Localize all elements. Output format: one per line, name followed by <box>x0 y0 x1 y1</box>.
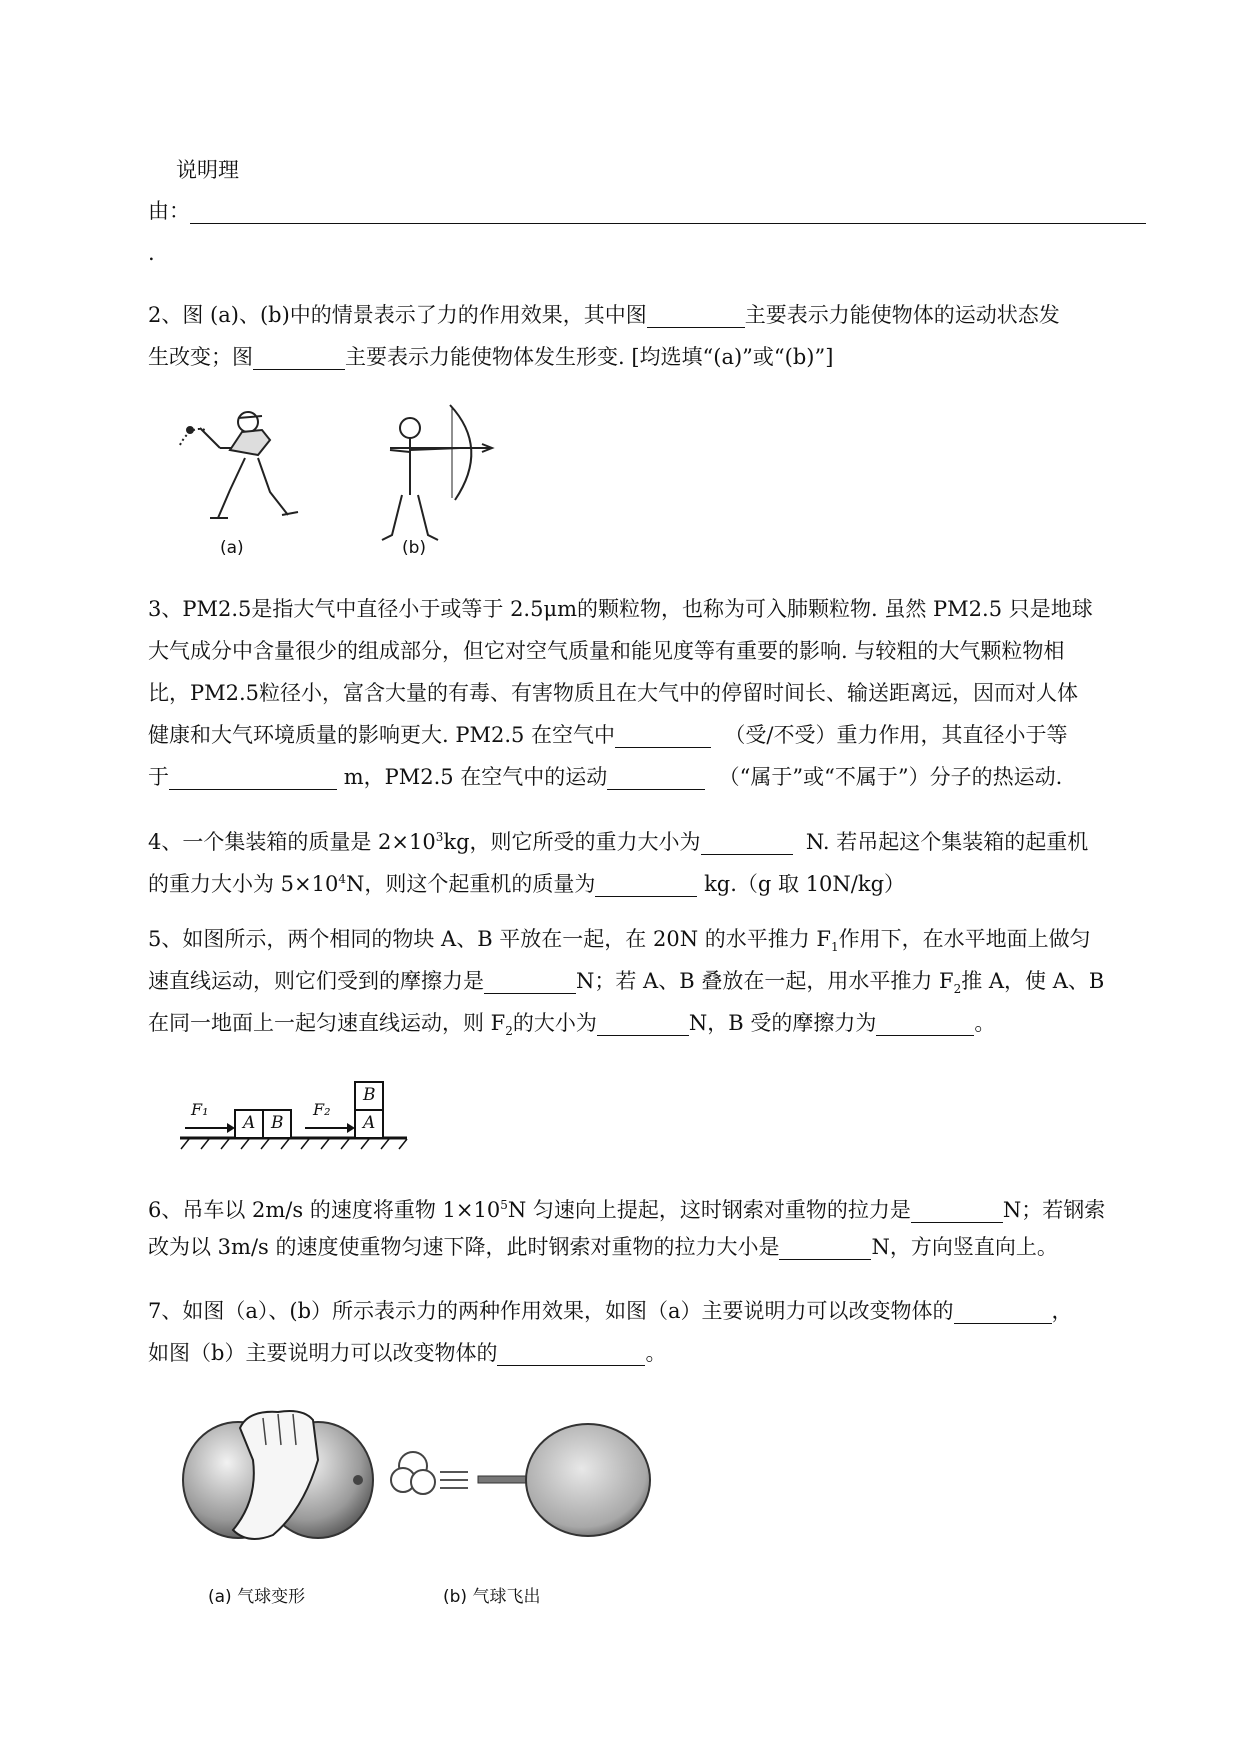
q1-answer-blank[interactable] <box>190 201 1146 224</box>
q3-blank-3[interactable] <box>607 767 705 790</box>
q7-caption-b: (b) 气球飞出 <box>443 1587 541 1607</box>
q7-blank-1[interactable] <box>954 1301 1052 1324</box>
block-b-label-1: B <box>271 1113 284 1133</box>
q5-line-3: 在同一地面上一起匀速直线运动，则 $F_2$的大小为 N，B 受的摩擦力为 。 <box>148 1011 996 1039</box>
f2-arrowhead <box>347 1123 355 1133</box>
q2-blank-2[interactable] <box>253 347 345 370</box>
q5-blank-3[interactable] <box>876 1013 974 1036</box>
f1-arrowhead <box>227 1123 235 1133</box>
block-b-label-2: B <box>363 1085 376 1105</box>
q7-blank-2[interactable] <box>497 1343 645 1366</box>
q3-blank-1[interactable] <box>615 725 711 748</box>
q2-caption-b: (b) <box>402 538 427 558</box>
q1-end-dot: . <box>148 241 155 265</box>
q5-line-2: 速直线运动，则它们受到的摩擦力是 N；若 A、B 叠放在一起，用水平推力 $F_2$推 A，使 A、B <box>148 969 1105 997</box>
archer-illustration <box>382 405 492 540</box>
q3-blank-2[interactable] <box>169 767 337 790</box>
f1-label: F₁ <box>191 1100 209 1119</box>
q4-line-1: 4、一个集装箱的质量是 $2\times 10^3kg$，则它所受的重力大小为 N. 若吊起这个集装箱的起重机 <box>148 830 1089 854</box>
q5-figure <box>175 1070 415 1155</box>
q7-line-1: 7、如图（a）、(b）所示表示力的两种作用效果，如图（a）主要说明力可以改变物体的 ， <box>148 1299 1073 1323</box>
q7-caption-a: (a) 气球变形 <box>208 1587 306 1607</box>
squeezed-balloon <box>183 1411 373 1539</box>
q6-line-2: 改为以 3m/s 的速度使重物匀速下降，此时钢索对重物的拉力大小是 N，方向竖直向上。 <box>148 1235 1058 1259</box>
q6-line-1: 6、吊车以 2m/s 的速度将重物 $1\times 10^5N$ 匀速向上提起，这时钢索对重物的拉力是 N；若钢索 <box>148 1198 1106 1222</box>
q2-line-2: 生改变；图 主要表示力能使物体发生形变. [均选填“(a)”或“(b)”] <box>148 345 834 369</box>
q2-caption-a: (a) <box>220 538 244 558</box>
q3-line-1: 3、PM2.5是指大气中直径小于或等于 2.5μm的颗粒物，也称为可入肺颗粒物. 虽然 PM2.5 只是地球 <box>148 597 1093 621</box>
batter-illustration <box>180 412 298 518</box>
q6-blank-2[interactable] <box>779 1237 871 1260</box>
q5-blank-1[interactable] <box>484 971 576 994</box>
block-a-label-1: A <box>243 1113 256 1133</box>
q5-blocks-diagram <box>175 1070 415 1155</box>
q6-blank-1[interactable] <box>911 1200 1003 1223</box>
q7-line-2: 如图（b）主要说明力可以改变物体的 。 <box>148 1341 667 1365</box>
q2-blank-1[interactable] <box>647 305 745 328</box>
block-a-label-2: A <box>363 1113 376 1133</box>
q4-blank-2[interactable] <box>595 874 697 897</box>
q3-line-5: 于 m，PM2.5 在空气中的运动 （“属于”或“不属于”）分子的热运动. <box>148 765 1063 789</box>
q1-reason-label: 说明理 <box>176 158 239 182</box>
q2-figure <box>170 400 500 565</box>
q4-blank-1[interactable] <box>701 832 793 855</box>
q3-line-4: 健康和大气环境质量的影响更大. PM2.5 在空气中 （受/不受）重力作用，其直径小于等 <box>148 723 1068 747</box>
q1-reason-line: 由： <box>148 196 1146 226</box>
q5-blank-2[interactable] <box>597 1013 689 1036</box>
q2-line-1: 2、图 (a)、(b)中的情景表示了力的作用效果，其中图 主要表示力能使物体的运动状态发 <box>148 303 1060 327</box>
q3-line-3: 比，PM2.5粒径小，富含大量的有毒、有害物质且在大气中的停留时间长、输送距离远，因而对人体 <box>148 681 1079 705</box>
q5-line-1: 5、如图所示，两个相同的物块 A、B 平放在一起，在 20N 的水平推力 $F_1$作用下，在水平地面上做匀 <box>148 927 1091 955</box>
ground-hatching <box>181 1139 407 1149</box>
f2-label: F₂ <box>313 1100 331 1119</box>
q7-balloons-drawing <box>178 1400 678 1575</box>
q4-line-2: 的重力大小为 $5\times 10^4N$，则这个起重机的质量为 kg.（g 取 10N/kg） <box>148 872 906 896</box>
q7-figure <box>178 1400 678 1610</box>
flying-balloon <box>391 1424 650 1536</box>
q3-line-2: 大气成分中含量很少的组成部分，但它对空气质量和能见度等有重要的影响. 与较粗的大气颗粒物相 <box>148 639 1065 663</box>
